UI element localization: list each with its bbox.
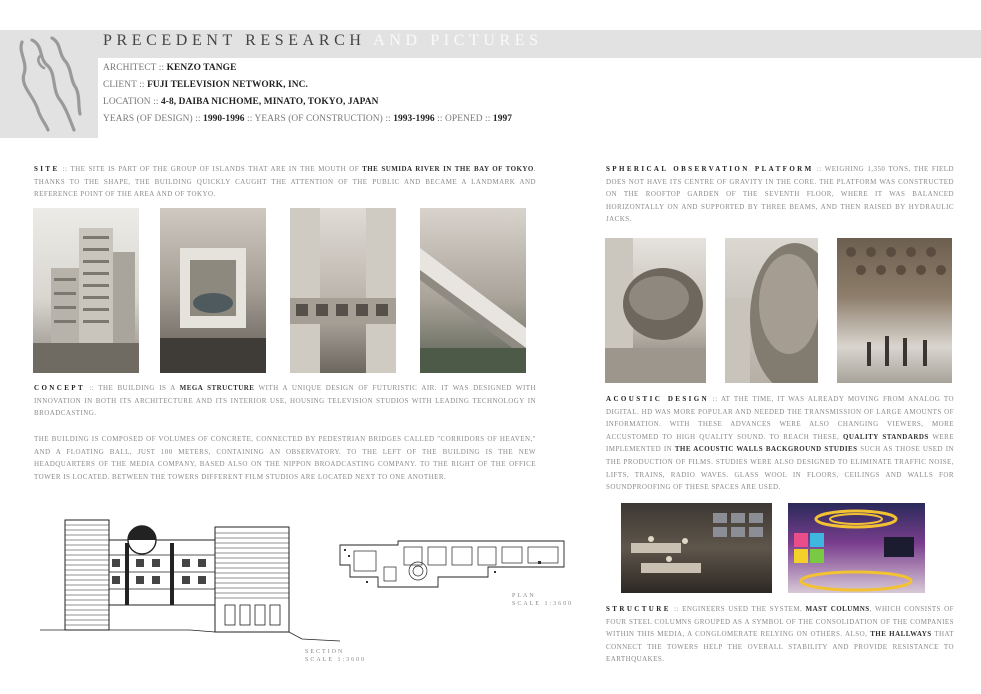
photo-corridors-of-heaven [290,208,396,373]
concept-text-3: THE BUILDING IS COMPOSED OF VOLUMES OF CONCRETE, CONNECTED BY PEDESTRIAN BRIDGES CALLED "CORRIDORS OF HEAVEN," AND A FLOATING BALL, JUST 100 METERS, CONTAINING AN OBSERVATORY. TO THE LEFT OF THE BUILDING IS THE NEW HEADQUARTERS OF THE MEDIA COMPANY, BASED ALSO ON THE NIPPON BROADCASTING COMPANY. TO THE RIGHT OF THE OFFICE TOWER IS LOCATED. BETWEEN THE TOWERS DIFFERENT FILM STUDIOS ARE LOCATED NEXT TO ONE ANOTHER. [34,435,536,481]
site-text-2: . THANKS TO THE SHAPE, THE BUILDING QUICKLY CAUGHT THE ATTENTION OF THE PUBLIC AND BECAME A LANDMARK AND REFERENCE POINT OF THE AREA AND OF TOKYO. [34,165,536,199]
photo-control-room [621,503,772,593]
page-title [103,32,543,50]
acoustic-paragraph [606,393,954,494]
site-paragraph [34,163,536,201]
plan-scale: SCALE 1:3600 [512,601,574,607]
section-scale: SCALE 1:3600 [305,657,367,663]
structure-text-3: THAT CONNECT THE TOWERS HELP THE OVERALL STABILITY AND PROVIDE RESISTANCE TO EARTHQUAKES. [606,630,954,664]
site-bold-1: THE SUMIDA RIVER IN THE BAY OF TOKYO [362,165,534,173]
photo-observation-deck [837,238,952,383]
years-line [103,114,512,124]
acoustic-text-3: SUCH AS THOSE USED IN THE PRODUCTION OF FILMS. STUDIES WERE ALSO DESIGNED TO ELIMINATE TRAFFIC NOISE, LIFTS, TRAINS, RADIO WAVES. GLASS WOOL IN FLOORS, CEILINGS AND WALLS FOR SOUNDPROOFING OF THESE SPACES ARE USED. [606,445,954,492]
site-heading: SITE [34,165,60,173]
opened-value: 1997 [492,114,513,124]
architect-value: KENZO TANGE [166,63,237,73]
spherical-paragraph [606,163,954,226]
location-value: 4-8, DAIBA NICHOME, MINATO, TOKYO, JAPAN [160,97,379,107]
spherical-text-1: :: WEIGHING 1,350 TONS, THE FIELD DOES NOT HAVE ITS CENTRE OF GRAVITY IN THE CORE. THE PLATFORM WAS CONSTRUCTED ON THE ROOFTOP GARDEN OF THE SEVENTH FLOOR, WHERE IT WAS BALANCED HORIZONTALLY ON AND SUPPORTED BY THREE BEAMS, AND THEN RAISED BY HYDRAULIC JACKS. [606,165,954,224]
plan-label: PLAN [512,593,536,599]
section-drawing [40,505,340,645]
concept-text-2: WITH A UNIQUE DESIGN OF FUTURISTIC AIR. IT WAS DESIGNED WITH INNOVATION IN BOTH ITS ARCHITECTURE AND ITS INTERIOR USE, HOUSING TELEVISION STUDIOS WITH LEADING TECHNOLOGY IN BROADCASTING. [34,384,536,418]
structure-text-2: , WHICH CONSISTS OF FOUR STEEL COLUMNS GROUPED AS A SYMBOL OF THE CONSOLIDATION OF THE COMPANIES WITHIN THIS MEDIA, A CONGLOMERATE RELYING ON OTHERS. ALSO, [606,605,955,639]
photo-sphere-exterior [605,238,706,383]
acoustic-bold-2: THE ACOUSTIC WALLS BACKGROUND STUDIES [674,445,858,454]
logo-box [0,30,98,138]
years-design-value: 1990-1996 [203,114,245,124]
concept-heading: CONCEPT [34,384,86,392]
acoustic-heading: ACOUSTIC DESIGN [606,395,710,403]
years-construction-value: 1993-1996 [393,114,435,124]
acoustic-bold-1: QUALITY STANDARDS [842,432,929,441]
concept-text-1: :: THE BUILDING IS A [85,384,180,392]
client-value: FUJI TELEVISION NETWORK, INC. [147,80,308,90]
photo-atrium-interior [160,208,266,373]
location-label: LOCATION :: [103,97,159,107]
acoustic-text-1: :: AT THE TIME, IT WAS ALREADY MOVING FROM ANALOG TO DIGITAL. HD WAS MORE POPULAR AND NEEDED THE TRANSMISSION OF LARGE AMOUNTS OF INFORMATION. WITH THESE ADVANCES WERE ALSO CHANGING VIEWERS, MORE ACCUSTOMED TO HIGH QUALITY SOUND. TO REACH THESE, [606,395,954,441]
opened-label: :: OPENED :: [437,114,491,124]
page-title-dark: PRECEDENT RESEARCH [103,32,366,49]
concept-paragraph-2 [34,433,536,483]
structure-paragraph [606,603,954,666]
plan-drawing [338,537,568,592]
spherical-heading: SPHERICAL OBSERVATION PLATFORM [606,165,814,173]
photo-tv-studio [788,503,925,593]
plan-label-block [512,592,573,608]
photo-escalator [420,208,526,373]
structure-heading: STRUCTURE [606,605,671,613]
section-label-block [305,648,366,664]
site-text-1: :: THE SITE IS PART OF THE GROUP OF ISLANDS THAT ARE IN THE MOUTH OF [59,165,363,173]
architect-line [103,63,236,73]
structure-bold-2: THE HALLWAYS [870,630,932,639]
acoustic-text-2: WERE IMPLEMENTED IN [606,432,954,454]
photo-sphere-detail [725,238,818,383]
location-line [103,97,378,107]
client-label: CLIENT :: [103,80,145,90]
concept-paragraph [34,382,536,420]
years-design-label: YEARS (OF DESIGN) :: [103,114,201,124]
structure-bold-1: MAST COLUMNS [805,605,870,613]
photo-building-exterior [33,208,139,373]
years-construction-label: :: YEARS (OF CONSTRUCTION) :: [247,114,391,124]
section-label: SECTION [305,649,345,655]
client-line [103,80,308,90]
structure-text-1: :: ENGINEERS USED THE SYSTEM, [670,605,806,613]
architect-label: ARCHITECT :: [103,63,165,73]
page-title-light: AND PICTURES [373,32,543,49]
concept-bold-1: MEGA STRUCTURE [179,384,255,392]
river-logo-icon [0,30,98,138]
